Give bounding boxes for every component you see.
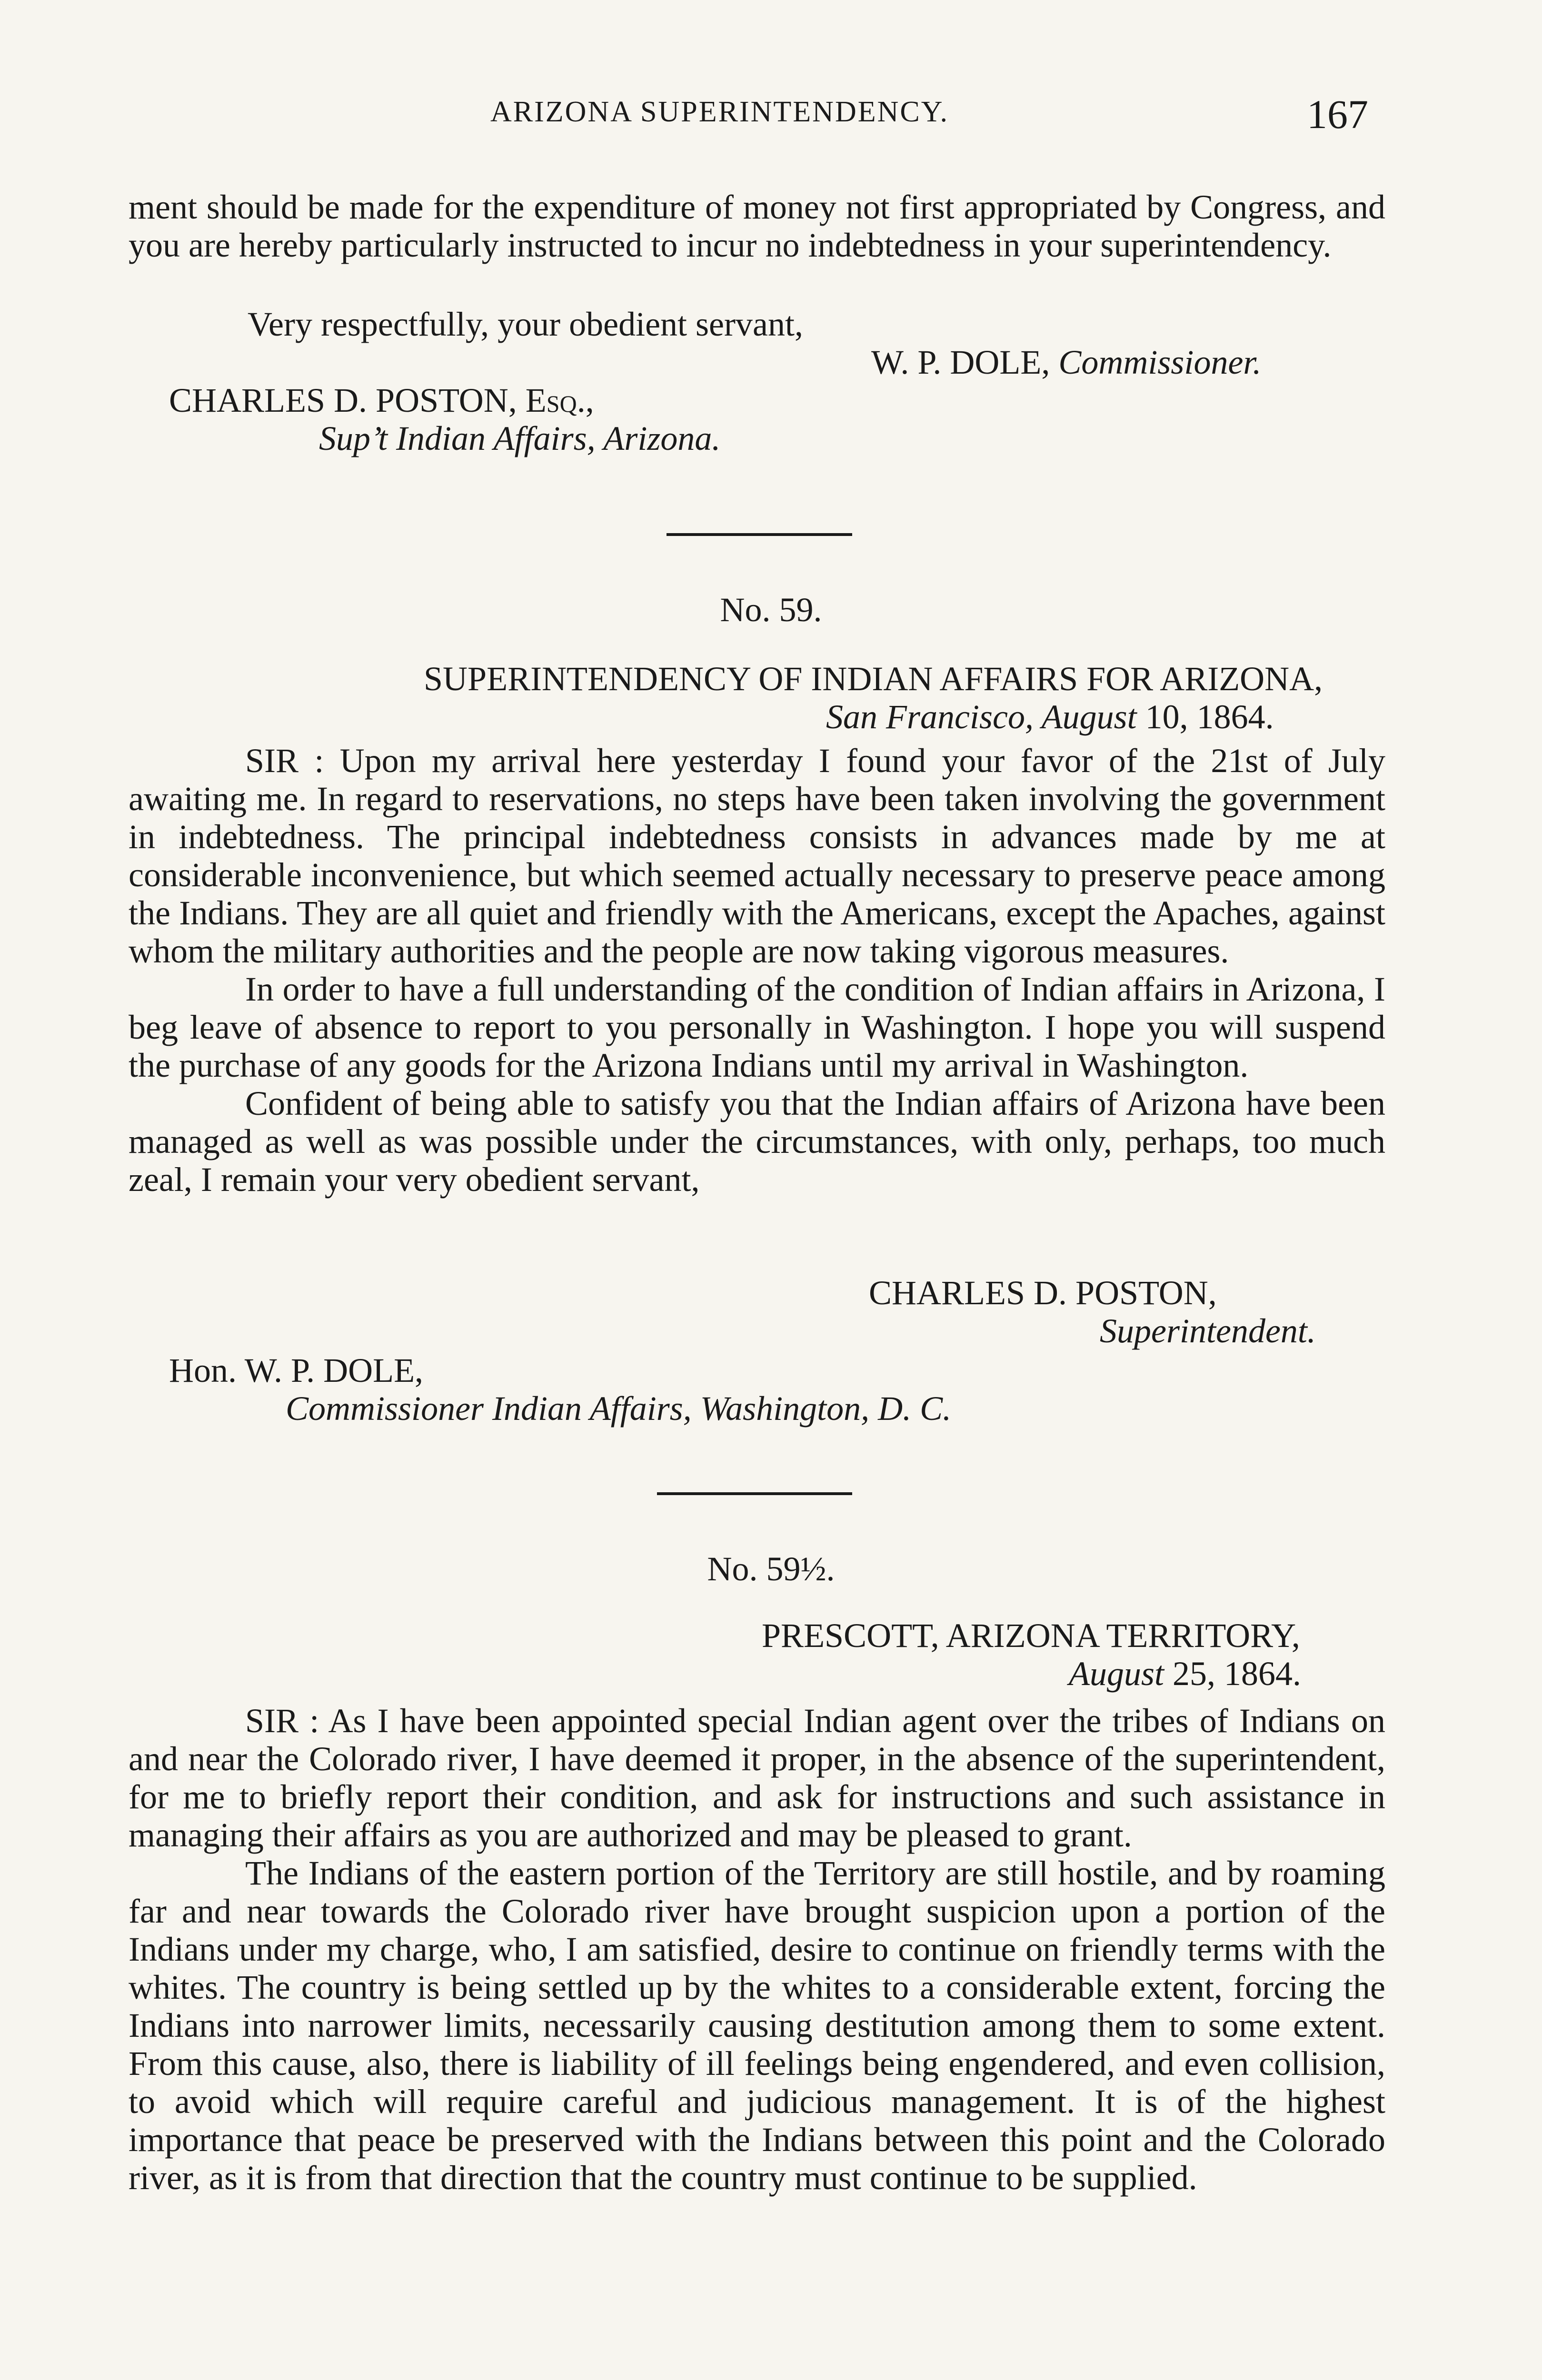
letter1-signer-title: Commissioner. — [1058, 343, 1262, 381]
letter2-body — [129, 742, 1385, 1199]
letter2-salutation: SIR : — [245, 742, 324, 780]
section-divider — [667, 533, 852, 536]
letter2-place-date: San Francisco, August 10, 1864. — [826, 698, 1274, 736]
letter1-signer-name: W. P. DOLE, — [871, 343, 1050, 381]
letter2-signer-title: Superintendent. — [1100, 1312, 1316, 1350]
letter1-closing-text: ment should be made for the expenditure of money not first appropriated by Congress, and you are hereby particularly instructed to incur no indebtedness in your superintendency. — [129, 188, 1385, 264]
letter2-paragraph-1: SIR : Upon my arrival here yesterday I found your favor of the 21st of July awaiting me. In regard to reservations, no steps have been taken involving the government in indebtedness. The principal indebtedness consists in advances made by me at considerable inconvenience, but which seemed actually necessary to preserve peace among the Indians. They are all quiet and friendly with the Americans, except the Apaches, against whom the military authorities and the people are now taking vigorous measures. — [129, 742, 1386, 970]
letter3-date: August 25, 1864. — [1069, 1655, 1302, 1693]
letter1-signature — [871, 343, 1261, 382]
running-title: ARIZONA SUPERINTENDENCY. — [490, 96, 949, 128]
letter3-number: No. 59½. — [707, 1550, 835, 1588]
letter1-addressee-name: CHARLES D. POSTON, Esq., — [169, 381, 594, 419]
letter2-paragraph-3: Confident of being able to satisfy you that the Indian affairs of Arizona have been managed as well as was possible under the circumstances, with only, perhaps, too much zeal, I remain your very obedient servant, — [129, 1084, 1385, 1199]
letter2-addressee-name: Hon. W. P. DOLE, — [169, 1351, 424, 1389]
letter2-office: SUPERINTENDENCY OF INDIAN AFFAIRS FOR ARIZONA, — [424, 660, 1323, 698]
letter3-paragraph-1: SIR : As I have been appointed special Indian agent over the tribes of Indians on and near the Colorado river, I have deemed it proper, in the absence of the superintendent, for me to briefly report their condition, and ask for instructions and such assistance in managing their affairs as you are authorized and may be pleased to grant. — [129, 1702, 1385, 1854]
letter2-addressee-title: Commissioner Indian Affairs, Washington, D. C. — [286, 1389, 952, 1428]
letter2-signer-name: CHARLES D. POSTON, — [869, 1274, 1217, 1312]
section-divider — [657, 1492, 852, 1495]
letter3-body — [129, 1702, 1385, 2197]
letter1-addressee-title: Sup’t Indian Affairs, Arizona. — [319, 419, 721, 457]
letter3-salutation: SIR : — [245, 1702, 319, 1740]
letter3-place: PRESCOTT, ARIZONA TERRITORY, — [762, 1616, 1300, 1655]
letter2-paragraph-2: In order to have a full understanding of the condition of Indian affairs in Arizona, I beg leave of absence to report to you personally in Washington. I hope you will suspend the purchase of any goods for the Arizona Indians until my arrival in Washington. — [129, 970, 1385, 1084]
letter1-valediction: Very respectfully, your obedient servant, — [248, 305, 803, 343]
letter3-paragraph-2: The Indians of the eastern portion of the Territory are still hostile, and by roaming far and near towards the Colorado river have brought suspicion upon a portion of the Indians under my charge, who, I am satisfied, desire to continue on friendly terms with the whites. The country is being settled up by the whites to a considerable extent, forcing the Indians into narrower limits, necessarily causing destitution among them to some extent. From this cause, also, there is liability of ill feelings being engendered, and even collision, to avoid which will require careful and judicious management. It is of the highest importance that peace be preserved with the Indians between this point and the Colorado river, as it is from that direction that the country must continue to be supplied. — [129, 1854, 1385, 2197]
letter2-number: No. 59. — [720, 591, 822, 629]
page-number: 167 — [1307, 91, 1368, 137]
